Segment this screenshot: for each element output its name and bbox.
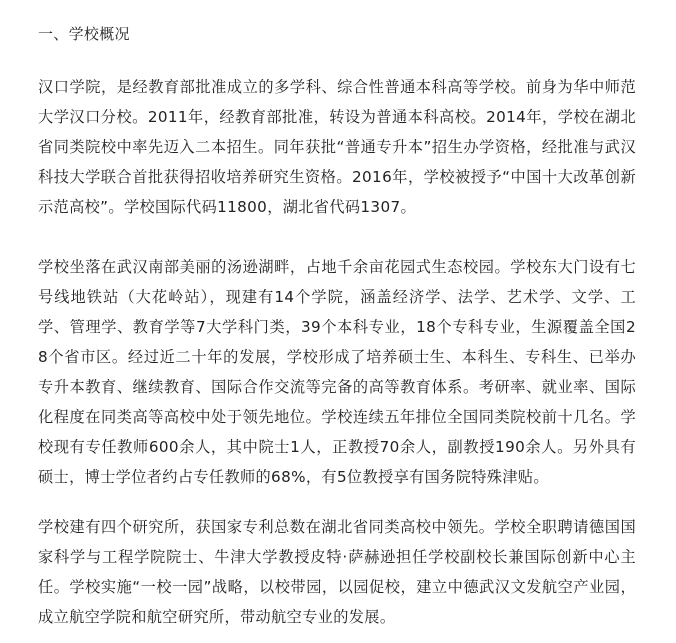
paragraph-campus: 学校坐落在武汉南部美丽的汤逊湖畔，占地千余亩花园式生态校园。学校东大门设有七号线地铁站（大花岭站），现建有14个学院，涵盖经济学、法学、艺术学、文学、工学、管理学、教育学等7大学科门类，39个本科专业，18个专科专业，生源覆盖全国28个省市区。经过近二十年的发展，学校形成了培养硕士生、本科生、专科生、已举办专升本教育、继续教育、国际合作交流等完备的高等教育体系。考研率、就业率、国际化程度在同类高等高校中处于领先地位。学校连续五年排位全国同类院校前十几名。学校现有专任教师600余人，其中院士1人，正教授70余人，副教授190余人。另外具有硕士，博士学位者约占专任教师的68%，有5位教授享有国务院特殊津贴。 [38,258,636,486]
section-heading: 一、学校概况 [38,25,130,43]
paragraph-overview: 汉口学院，是经教育部批准成立的多学科、综合性普通本科高等学校。前身为华中师范大学汉口分校。2011年，经教育部批准，转设为普通本科高校。2014年，学校在湖北省同类院校中率先迈入二本招生。同年获批“普通专升本”招生办学资格，经批准与武汉科技大学联合首批获得招收培养研究生资格。2016年，学校被授予“中国十大改革创新示范高校”。学校国际代码11800，湖北省代码1307。 [38,78,636,216]
paragraph-research: 学校建有四个研究所，获国家专利总数在湖北省同类高校中领先。学校全职聘请德国国家科学与工程学院院士、牛津大学教授皮特·萨赫逊担任学校副校长兼国际创新中心主任。学校实施“一校一园”战略，以校带园，以园促校，建立中德武汉文发航空产业园，成立航空学院和航空研究所，带动航空专业的发展。 [38,518,636,626]
